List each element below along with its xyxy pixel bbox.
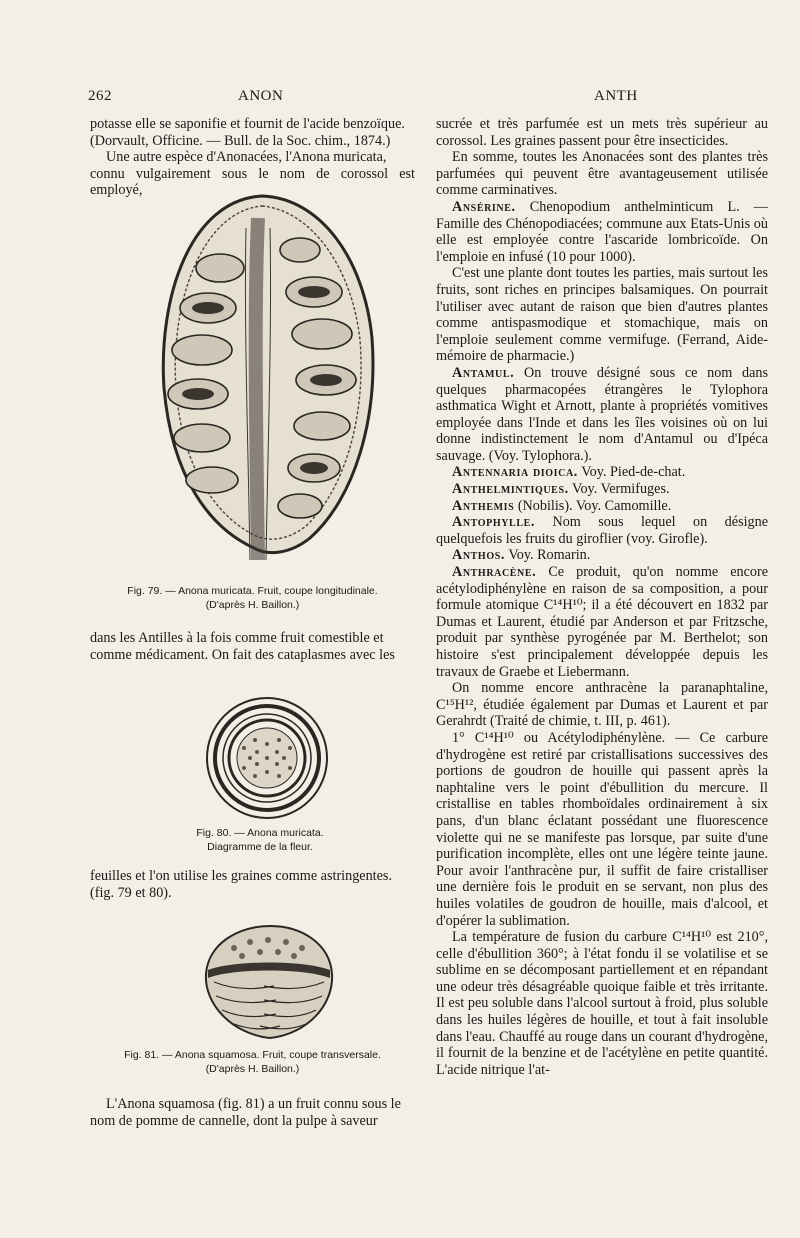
entry-headword: Anthelmintiques. (452, 481, 569, 498)
entry-body: Nom sous lequel on désigne quelquefois les fruits du giroflier (voy. Girofle). (436, 514, 769, 547)
entry-anthos (436, 547, 768, 564)
entry-headword: Anthos. (452, 547, 506, 564)
entry-anthemis (436, 498, 768, 515)
caption-line: Diagramme de la fleur. (207, 841, 313, 853)
entry-headword: Antennaria dioica. (452, 464, 578, 481)
entry-anserine (436, 199, 768, 265)
entry-headword: Anthracène. (452, 564, 537, 581)
entry-body: Chenopodium anthelminticum L. — Famille des Chénopodiacées; commune aux Etats-Unis où elle est employée contre l'ascaride lombricoïde. On l'emploie en infusé (10 pour 1000). (436, 198, 768, 265)
entry-anthracene (436, 564, 768, 680)
left-line: (fig. 79 et 80). (90, 884, 172, 901)
paragraph (436, 265, 768, 365)
entry-body: Voy. Romarin. (508, 547, 591, 564)
entry-antennaria (436, 464, 768, 481)
left-line: nom de pomme de cannelle, dont la pulpe à saveur (90, 1112, 378, 1129)
entry-headword: Ansérine. (452, 198, 516, 215)
entry-headword: Antamul. (452, 364, 515, 381)
caption-line: (D'après H. Baillon.) (205, 599, 300, 611)
left-line: L'Anona squamosa (fig. 81) a un fruit connu sous le (106, 1096, 401, 1112)
page-number: 262 (88, 88, 112, 104)
left-intro (90, 116, 415, 199)
entry-headword: Antophylle. (452, 514, 535, 531)
left-line: feuilles et l'on utilise les graines comme astringentes. (90, 868, 392, 884)
running-head-left: ANON (238, 88, 284, 104)
paragraph: La température de fusion du carbure C¹⁴H¹⁰ est 210°, celle d'ébullition 360°; à l'état fondu il se volatilise et se sublime en se décomposant partiellement et en répandant une odeur très désagréable quoique faible et très irritante. Il est peu soluble dans l'alcool surtout à froid, plus soluble dans les huiles légères de houille, et tout à fait insoluble dans l'eau. Chauffé au rouge dans un courant d'hydrogène, il fournit de la benzine et de l'acétylène en petite quantité. L'acide nitrique l'at- (436, 929, 768, 1078)
entry-body: Voy. Vermifuges. (572, 481, 670, 498)
entry-body: Ce produit, qu'on nomme encore acétylodiphénylène en raison de sa composition, a pour formule atomique C¹⁴H¹⁰; il a été découvert en 1832 par Dumas et Laurent, étudié par Anderson et par Fritzsche, produit par synthèse pyrogénée par M. Berthelot; son histoire s'est principalement développée depuis les travaux de Graebe et Liebermann. (436, 564, 768, 680)
running-head-right: ANTH (594, 88, 638, 104)
left-line: comme médicament. On fait des cataplasmes avec les (90, 646, 395, 663)
entry-antophylle (436, 514, 768, 547)
entry-antamul (436, 365, 768, 465)
caption-line: Fig. 81. — Anona squamosa. Fruit, coupe transversale. (124, 1049, 381, 1061)
entry-body: C'est une plante dont toutes les parties, mais surtout les fruits, sont riches en principes balsamiques. On pourrait l'utiliser avec autant de raison que bien d'autres plantes comme antispasmodique et stomachique, mais on l'emploie seulement comme vermifuge. (Ferrand, Aide-mémoire de pharmacie.) (436, 265, 768, 365)
caption-line: (D'après H. Baillon.) (205, 1063, 300, 1075)
entry-body: Voy. Pied-de-chat. (581, 464, 686, 481)
paragraph: sucrée et très parfumée est un mets très supérieur au corossol. Les graines passent pour être insecticides. (436, 116, 768, 149)
left-line: connu vulgairement sous le nom de corossol est employé, (90, 165, 415, 199)
right-column (436, 116, 768, 1078)
left-line: Une autre espèce d'Anonacées, l'Anona muricata, (106, 149, 387, 166)
fig81-fruit-section-illustration (194, 920, 344, 1042)
left-after-fig80 (90, 868, 415, 901)
paragraph: On nomme encore anthracène la paranaphtaline, C¹⁵H¹², étudiée également par Dumas et Laurent et par Gerahrdt (Traité de chimie, t. III, p. 461). (436, 680, 768, 730)
left-line: potasse elle se saponifie et fournit de l'acide benzoïque. (90, 116, 405, 132)
fig79-caption (90, 584, 415, 612)
left-mid (90, 630, 415, 663)
left-line: dans les Antilles à la fois comme fruit comestible et (90, 630, 384, 646)
entry-anthelmintiques (436, 481, 768, 498)
paragraph: En somme, toutes les Anonacées sont des plantes très parfumées qui peuvent être avantageusement utilisée comme carminatives. (436, 149, 768, 199)
fig80-flower-diagram (192, 694, 342, 822)
entry-body: On trouve désigné sous ce nom dans quelques pharmacopées étrangères le Tylophora asthmatica Wight et Arnott, plante à propriétés vomitives employée dans l'Inde et dans les îles voisines où on lui donne indistinctement le nom d'Antamul ou d'Ipéca sauvage. (Voy. Tylophora.). (436, 364, 769, 464)
caption-line: Fig. 80. — Anona muricata. (196, 827, 324, 839)
fig81-caption (90, 1048, 415, 1076)
entry-body: (Nobilis). Voy. Camomille. (517, 497, 672, 514)
left-bottom (90, 1096, 415, 1129)
entry-headword: Anthemis (452, 497, 515, 514)
caption-line: Fig. 79. — Anona muricata. Fruit, coupe longitudinale. (127, 585, 378, 597)
paragraph: 1° C¹⁴H¹⁰ ou Acétylodiphénylène. — Ce carbure d'hydrogène est retiré par cristallisations successives des portions de goudron de houille qui passent après la naphtaline vers le point d'ébullition du mercure. Il cristallise en tables rhomboïdales ordinairement à six pans, d'un blanc éclatant possédant une fluorescence violette qui ne se manifeste pas lorsque, par suite d'une purification incomplète, elles ont une légère teinte jaune. Pour avoir l'anthracène pur, il suffit de faire cristalliser une dernière fois le produit en se servant, non plus des huiles volatiles de goudron de houille, mais d'alcool, et d'opérer la sublimation. (436, 729, 768, 929)
left-line: (Dorvault, Officine. — Bull. de la Soc. chim., 1874.) (90, 132, 391, 149)
fig79-fruit-illustration (150, 188, 386, 560)
running-head (88, 88, 768, 108)
fig80-caption (160, 826, 360, 854)
